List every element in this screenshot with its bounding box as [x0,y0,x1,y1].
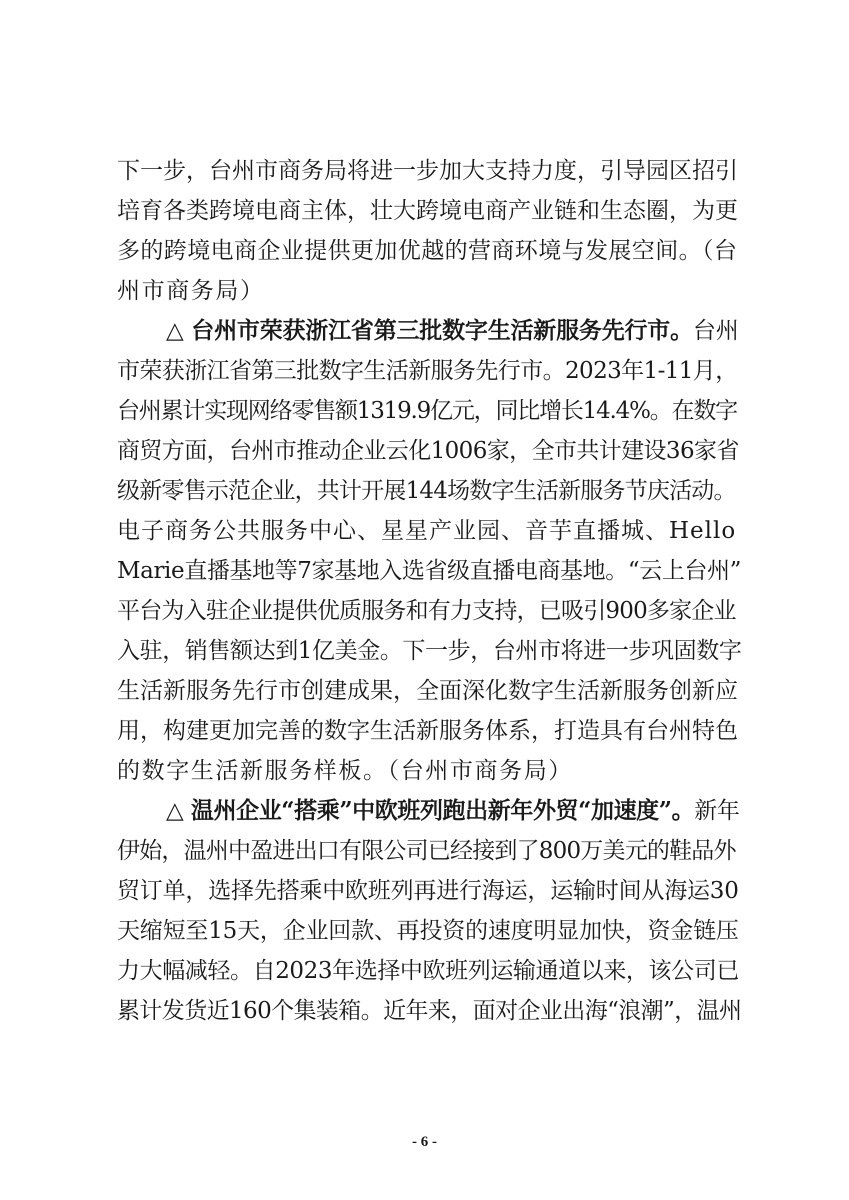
paragraph3-first-line-tail: 新年 [694,798,740,824]
paragraph1-line-1: 下一步，台州市商务局将进一步加大支持力度，引导园区招引 [117,158,738,184]
paragraph3-first-line [166,796,741,826]
paragraph1-line-3: 多的跨境电商企业提供更加优越的营商环境与发展空间。（台 [117,238,738,264]
paragraph2-line-2: 台州累计实现网络零售额1319.9亿元，同比增长14.4%。在数字 [117,398,737,424]
page-number: - 6 - [412,1134,437,1150]
paragraph2-line-5: 电子商务公共服务中心、星星产业园、音芋直播城、Hello [117,518,737,544]
paragraph2-line-11: 的数字生活新服务样板。（台州市商务局） [117,758,573,784]
paragraph3-line-4: 力大幅减轻。自2023年选择中欧班列运输通道以来，该公司已 [117,958,739,984]
paragraph2-line-7: 平台为入驻企业提供优质服务和有力支持，已吸引900多家企业 [117,598,736,624]
paragraph2-heading: △ 台州市荣获浙江省第三批数字生活新服务先行市。 [166,317,693,344]
paragraph3-line-3: 天缩短至15天，企业回款、再投资的速度明显加快，资金链压 [117,918,739,944]
paragraph2-line-9: 生活新服务先行市创建成果，全面深化数字生活新服务创新应 [117,678,738,704]
paragraph3-line-5: 累计发货近160个集装箱。近年来，面对企业出海“浪潮”，温州 [117,998,742,1024]
paragraph1-line-2: 培育各类跨境电商主体，壮大跨境电商产业链和生态圈，为更 [117,198,738,224]
paragraph1-line-4: 州市商务局） [117,278,265,304]
paragraph2-line-4: 级新零售示范企业，共计开展144场数字生活新服务节庆活动。 [117,478,736,504]
paragraph2-line-10: 用，构建更加完善的数字生活新服务体系，打造具有台州特色 [117,718,738,744]
paragraph2-line-1: 市荣获浙江省第三批数字生活新服务先行市。2023年1-11月， [117,358,738,384]
paragraph2-first-line [166,316,741,346]
paragraph3-line-2: 贸订单，选择先搭乘中欧班列再进行海运，运输时间从海运30 [117,878,739,904]
paragraph3-line-1: 伊始，温州中盈进出口有限公司已经接到了800万美元的鞋品外 [117,838,736,864]
paragraph2-line-3: 商贸方面，台州市推动企业云化1006家，全市共计建设36家省 [117,438,739,464]
paragraph2-line-8: 入驻，销售额达到1亿美金。下一步，台州市将进一步巩固数字 [117,638,742,664]
paragraph2-first-line-tail: 台州 [692,318,739,344]
paragraph2-line-6: Marie直播基地等7家基地入选省级直播电商基地。“云上台州” [117,558,741,584]
paragraph3-heading: △ 温州企业“搭乘”中欧班列跑出新年外贸“加速度”。 [166,797,695,824]
